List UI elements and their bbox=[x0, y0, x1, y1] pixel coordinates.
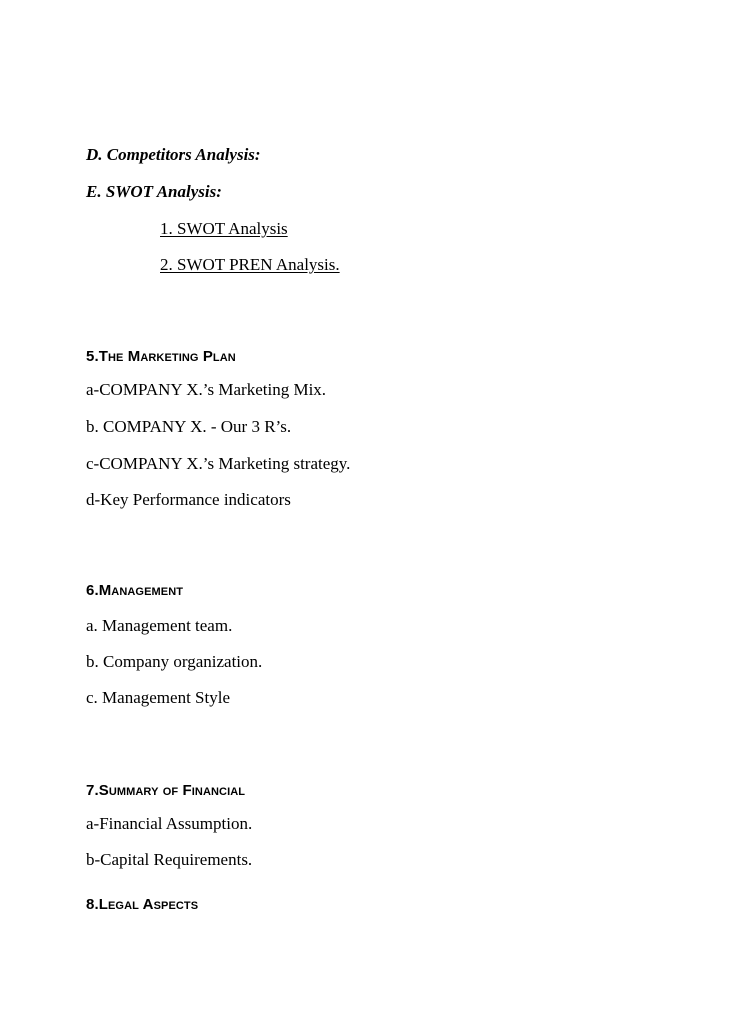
list-item: b. Company organization. bbox=[86, 652, 263, 671]
swot-analysis-link[interactable]: 1. SWOT Analysis bbox=[160, 219, 288, 238]
marketing-plan-heading: 5.The Marketing Plan bbox=[86, 348, 236, 365]
legal-aspects-heading: 8.Legal Aspects bbox=[86, 896, 199, 913]
swot-analysis-heading: E. SWOT Analysis: bbox=[86, 182, 222, 201]
list-item: c. Management Style bbox=[86, 688, 230, 707]
list-item: c-COMPANY X.’s Marketing strategy. bbox=[86, 454, 351, 473]
list-item: d-Key Performance indicators bbox=[86, 490, 291, 509]
list-item: a-Financial Assumption. bbox=[86, 814, 253, 833]
list-item: b. COMPANY X. - Our 3 R’s. bbox=[86, 417, 292, 436]
swot-pren-analysis-link[interactable]: 2. SWOT PREN Analysis. bbox=[160, 255, 340, 274]
list-item: b-Capital Requirements. bbox=[86, 850, 253, 869]
competitors-analysis-heading: D. Competitors Analysis: bbox=[86, 145, 261, 164]
management-heading: 6.Management bbox=[86, 582, 184, 599]
list-item: a. Management team. bbox=[86, 616, 233, 635]
list-item: a-COMPANY X.’s Marketing Mix. bbox=[86, 380, 327, 399]
summary-of-financial-heading: 7.Summary of Financial bbox=[86, 782, 246, 799]
